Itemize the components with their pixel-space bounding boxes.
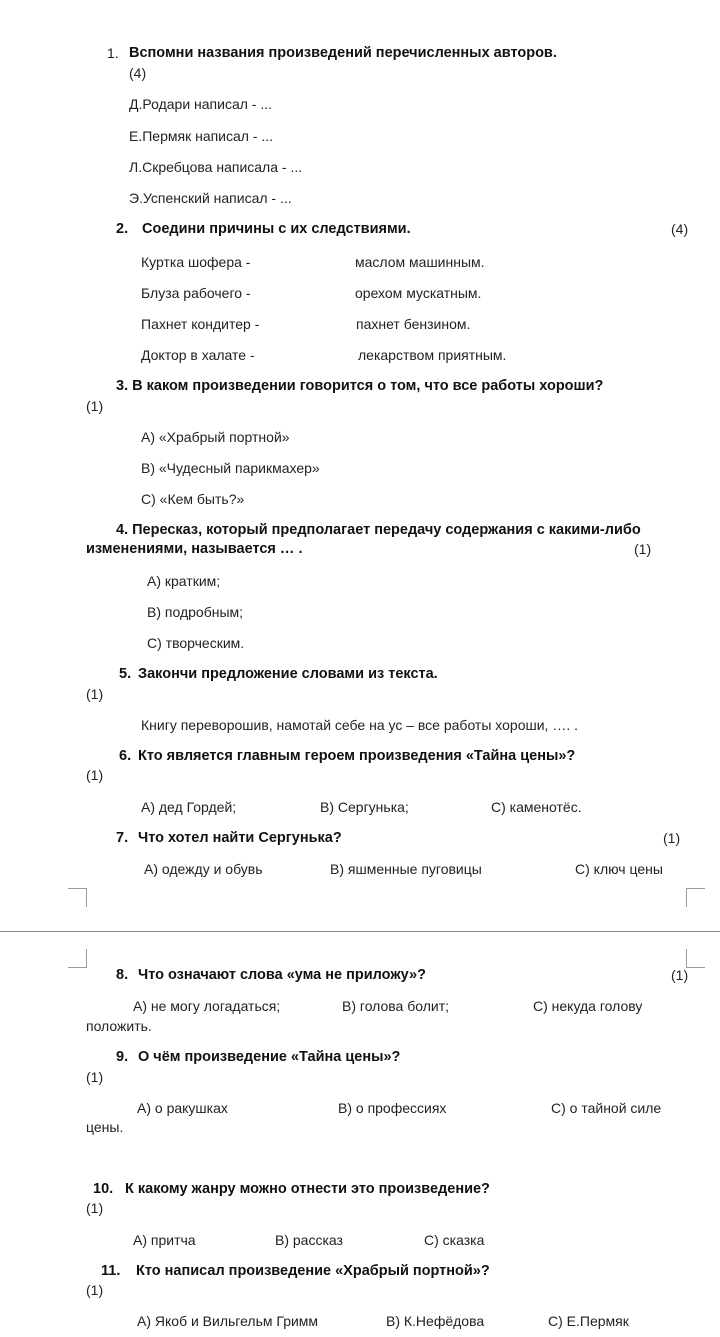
question-11-text: Кто написал произведение «Храбрый портной»? bbox=[136, 1263, 490, 1279]
page-break-divider bbox=[0, 931, 720, 932]
answer-option: В) рассказ bbox=[275, 1232, 343, 1248]
question-10-number: 10. bbox=[93, 1181, 114, 1197]
question-7-number: 7. bbox=[116, 830, 129, 846]
answer-option: В) голова болит; bbox=[342, 998, 450, 1014]
question-8-text: Что означают слова «ума не приложу»? bbox=[138, 967, 426, 983]
question-1-text: Вспомни названия произведений перечисленных авторов. bbox=[129, 45, 557, 61]
question-4-score: (1) bbox=[634, 541, 652, 557]
question-2-number: 2. bbox=[116, 221, 129, 237]
match-left-item: Блуза рабочего - bbox=[141, 285, 251, 301]
match-right-item: орехом мускатным. bbox=[355, 285, 482, 301]
answer-option: В) «Чудесный парикмахер» bbox=[141, 460, 320, 476]
question-7-text: Что хотел найти Сергунька? bbox=[138, 830, 342, 846]
answer-option: В) о профессиях bbox=[338, 1100, 447, 1116]
question-11-number: 11. bbox=[101, 1263, 121, 1279]
answer-option: А) притча bbox=[133, 1232, 196, 1248]
answer-option: А) Якоб и Вильгельм Гримм bbox=[137, 1313, 319, 1329]
question-10-score: (1) bbox=[86, 1200, 104, 1216]
question-6-score: (1) bbox=[86, 767, 104, 783]
question-1-score: (4) bbox=[129, 65, 147, 81]
answer-option: С) каменотёс. bbox=[491, 799, 582, 815]
answer-option-wrap: цены. bbox=[86, 1119, 124, 1135]
question-6-text: Кто является главным героем произведения «Тайна цены»? bbox=[138, 748, 576, 764]
match-right-item: лекарством приятным. bbox=[358, 347, 507, 363]
page-corner-mark bbox=[68, 888, 87, 907]
answer-option: А) дед Гордей; bbox=[141, 799, 237, 815]
answer-option: С) сказка bbox=[424, 1232, 485, 1248]
question-5-sentence: Книгу переворошив, намотай себе на ус – все работы хороши, …. . bbox=[141, 717, 578, 733]
question-3-score: (1) bbox=[86, 398, 104, 414]
question-2-score: (4) bbox=[671, 221, 689, 237]
answer-option: А) кратким; bbox=[147, 573, 221, 589]
question-9-score: (1) bbox=[86, 1069, 104, 1085]
answer-option-wrap: положить. bbox=[86, 1018, 152, 1034]
question-5-number: 5. bbox=[119, 666, 132, 682]
answer-option: С) «Кем быть?» bbox=[141, 491, 245, 507]
question-5-score: (1) bbox=[86, 686, 104, 702]
question-6-number: 6. bbox=[119, 748, 132, 764]
question-3-text: 3. В каком произведении говорится о том, что все работы хороши? bbox=[116, 378, 604, 394]
question-10-text: К какому жанру можно отнести это произведение? bbox=[125, 1181, 490, 1197]
answer-option: С) Е.Пермяк bbox=[548, 1313, 629, 1329]
question-1-line: Д.Родари написал - ... bbox=[129, 96, 273, 112]
question-1-number: 1. bbox=[107, 45, 119, 61]
page-corner-mark bbox=[686, 888, 705, 907]
match-right-item: маслом машинным. bbox=[355, 254, 485, 270]
match-left-item: Куртка шофера - bbox=[141, 254, 251, 270]
question-8-number: 8. bbox=[116, 967, 129, 983]
question-4-text-line1: 4. Пересказ, который предполагает передачу содержания с какими-либо bbox=[116, 522, 641, 538]
answer-option: С) ключ цены bbox=[575, 861, 663, 877]
page-corner-mark bbox=[686, 949, 705, 968]
answer-option: В) Сергунька; bbox=[320, 799, 409, 815]
question-5-text: Закончи предложение словами из текста. bbox=[138, 666, 438, 682]
answer-option: С) творческим. bbox=[147, 635, 245, 651]
question-9-text: О чём произведение «Тайна цены»? bbox=[138, 1049, 401, 1065]
question-1-line: Л.Скребцова написала - ... bbox=[129, 159, 303, 175]
answer-option: В) подробным; bbox=[147, 604, 244, 620]
answer-option: А) «Храбрый портной» bbox=[141, 429, 290, 445]
question-1-line: Э.Успенский написал - ... bbox=[129, 190, 292, 206]
match-left-item: Доктор в халате - bbox=[141, 347, 255, 363]
answer-option: С) некуда голову bbox=[533, 998, 643, 1014]
answer-option: А) не могу логадаться; bbox=[133, 998, 281, 1014]
question-9-number: 9. bbox=[116, 1049, 129, 1065]
answer-option: А) о ракушках bbox=[137, 1100, 228, 1116]
question-8-score: (1) bbox=[671, 967, 689, 983]
match-left-item: Пахнет кондитер - bbox=[141, 316, 260, 332]
question-11-score: (1) bbox=[86, 1282, 104, 1298]
answer-option: А) одежду и обувь bbox=[144, 861, 263, 877]
question-7-score: (1) bbox=[663, 830, 681, 846]
answer-option: В) К.Нефёдова bbox=[386, 1313, 485, 1329]
question-4-text-line2: изменениями, называется … . bbox=[86, 541, 303, 557]
question-2-text: Соедини причины с их следствиями. bbox=[142, 221, 411, 237]
answer-option: С) о тайной силе bbox=[551, 1100, 662, 1116]
match-right-item: пахнет бензином. bbox=[356, 316, 471, 332]
answer-option: В) яшменные пуговицы bbox=[330, 861, 482, 877]
page-corner-mark bbox=[68, 949, 87, 968]
question-1-line: Е.Пермяк написал - ... bbox=[129, 128, 274, 144]
